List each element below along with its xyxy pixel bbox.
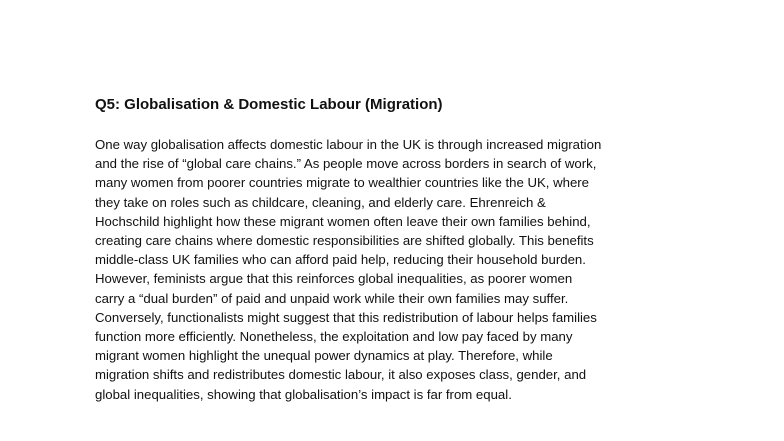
paragraph-line: However, feminists argue that this reinforces global inequalities, as poorer women (95, 271, 573, 287)
paragraph-line: and the rise of “global care chains.” As people move across borders in search of work, (95, 156, 597, 172)
paragraph-line: Conversely, functionalists might suggest that this redistribution of labour helps families (95, 309, 597, 325)
paragraph-line: global inequalities, showing that globalisation’s impact is far from equal. (95, 386, 512, 402)
paragraph-line: creating care chains where domestic responsibilities are shifted globally. This benefits (95, 233, 594, 249)
slide-heading: Q5: Globalisation & Domestic Labour (Migration) (95, 96, 443, 113)
paragraph-line: function more efficiently. Nonetheless, the exploitation and low pay faced by many (95, 329, 573, 345)
paragraph-line: many women from poorer countries migrate to wealthier countries like the UK, where (95, 175, 590, 191)
paragraph-line: carry a “dual burden” of paid and unpaid work while their own families may suffer. (95, 290, 569, 306)
paragraph-line: middle-class UK families who can afford paid help, reducing their household burden. (95, 252, 586, 268)
paragraph-line: One way globalisation affects domestic labour in the UK is through increased migration (95, 137, 602, 152)
paragraph-line: migration shifts and redistributes domestic labour, it also exposes class, gender, and (95, 367, 587, 383)
paragraph-line: they take on roles such as childcare, cleaning, and elderly care. Ehrenreich & (95, 194, 546, 210)
paragraph-line: migrant women highlight the unequal power dynamics at play. Therefore, while (95, 348, 553, 364)
slide-paragraph (95, 135, 705, 404)
paragraph-line: Hochschild highlight how these migrant women often leave their own families behind, (95, 213, 591, 229)
